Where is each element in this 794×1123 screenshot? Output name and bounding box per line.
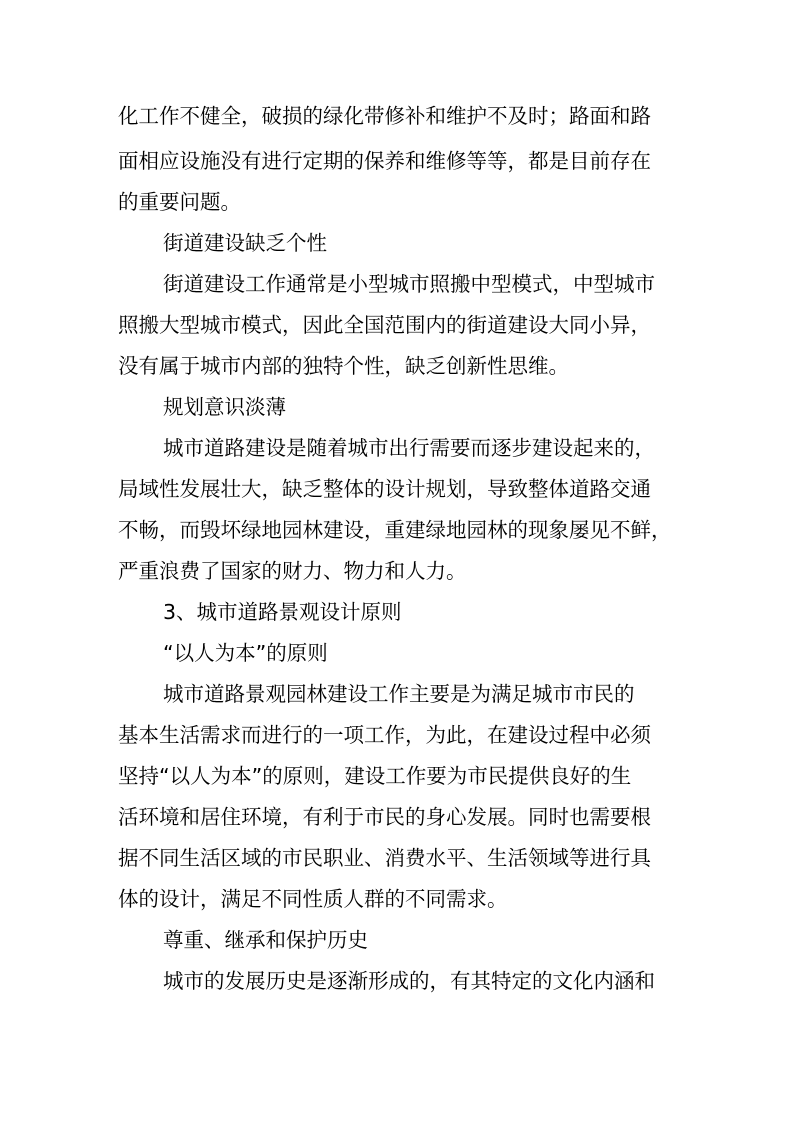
paragraph-line: 照搬大型城市模式，因此全国范围内的街道建设大同小异， xyxy=(118,313,651,337)
paragraph-line: 体的设计，满足不同性质人群的不同需求。 xyxy=(118,887,508,911)
paragraph-line: 坚持“以人为本”的原则，建设工作要为市民提供良好的生 xyxy=(118,764,632,788)
section-heading: 3、城市道路景观设计原则 xyxy=(163,600,402,624)
paragraph-line: 面相应设施没有进行定期的保养和维修等等，都是目前存在 xyxy=(118,149,651,173)
paragraph-line: 化工作不健全，破损的绿化带修补和维护不及时；路面和路 xyxy=(118,104,651,128)
section-heading: 街道建设缺乏个性 xyxy=(163,231,327,255)
paragraph-line: 基本生活需求而进行的一项工作，为此，在建设过程中必须 xyxy=(118,723,651,747)
paragraph-line: 活环境和居住环境，有利于市民的身心发展。同时也需要根 xyxy=(118,805,651,829)
paragraph-line: 城市道路景观园林建设工作主要是为满足城市市民的 xyxy=(163,682,635,706)
section-heading: 尊重、继承和保护历史 xyxy=(163,928,368,952)
section-heading: 规划意识淡薄 xyxy=(163,395,286,419)
paragraph-line: 严重浪费了国家的财力、物力和人力。 xyxy=(118,559,467,583)
paragraph-line: 据不同生活区域的市民职业、消费水平、生活领域等进行具 xyxy=(118,846,651,870)
paragraph-line: 城市的发展历史是逐渐形成的，有其特定的文化内涵和 xyxy=(163,969,655,993)
section-heading: “以人为本”的原则 xyxy=(163,641,328,665)
paragraph-line: 不畅，而毁坏绿地园林建设，重建绿地园林的现象屡见不鲜， xyxy=(118,518,672,542)
paragraph-line: 街道建设工作通常是小型城市照搬中型模式，中型城市 xyxy=(163,272,655,296)
paragraph-line: 局域性发展壮大，缺乏整体的设计规划，导致整体道路交通 xyxy=(118,477,651,501)
paragraph-line: 没有属于城市内部的独特个性，缺乏创新性思维。 xyxy=(118,354,569,378)
paragraph-line: 城市道路建设是随着城市出行需要而逐步建设起来的， xyxy=(163,436,655,460)
paragraph-line: 的重要问题。 xyxy=(118,190,241,214)
